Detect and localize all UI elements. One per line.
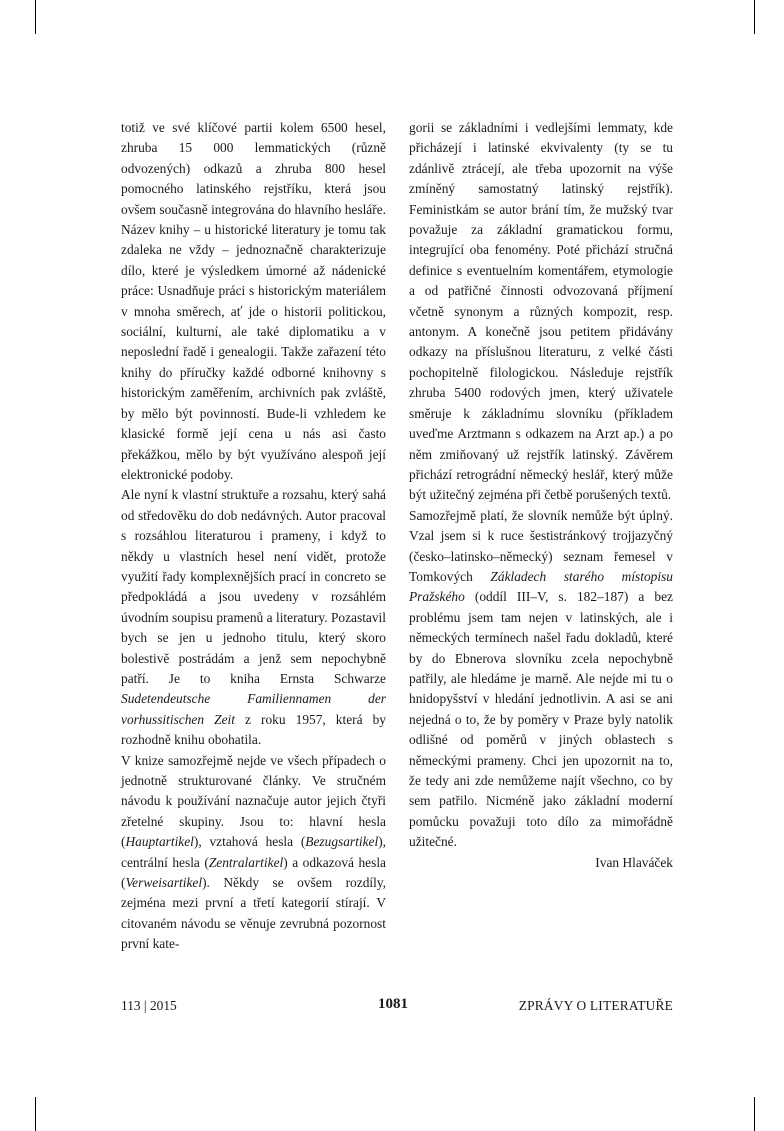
page-number: 1081 <box>378 996 408 1012</box>
text-run: ) a odkazová hesla ( <box>121 854 386 891</box>
italic-title: Sudetendeutsche Familiennamen der vorhussitischen Zeit <box>121 691 386 727</box>
text-run: Ale nyní k vlastní struktuře a rozsahu, který sahá od středověku do dob nedávných. Autor pracoval s rozsáhlou literaturou i prameny, i když to někdy u vlastních hesel není vidět, protože využití řady komplexnějších prací in concreto se předpokládá a jsou uvedeny v rozsáhlém úvodním soupisu pramenů a literatury. Pozastavil bych se jen u jednoho titulu, který skoro bolestivě postrádám a jenž sem nepochybně patří. Je to kniha Ernsta Schwarze <box>121 487 386 686</box>
text-run: Samozřejmě platí, že slovník nemůže být úplný. Vzal jsem si k ruce šestistránkový trojjazyčný (česko–latinsko–německý) seznam řemesel v Tomkových <box>409 507 673 584</box>
left-paragraph <box>121 118 386 485</box>
text-run: z roku 1957, která by rozhodně knihu obohatila. <box>121 711 387 748</box>
italic-title: Hauptartikel <box>125 834 194 850</box>
italic-title: Základech starého místopisu Pražského <box>409 568 673 605</box>
left-paragraph <box>121 485 386 750</box>
left-paragraph <box>121 751 386 955</box>
author-signature: Ivan Hlaváček <box>595 854 673 870</box>
right-paragraph <box>409 506 673 853</box>
issue-year: 113 | 2015 <box>121 998 177 1013</box>
text-run: gorii se základními i vedlejšími lemmaty, kde přicházejí i latinské ekvivalenty (ty se tu zdánlivě ztrácejí, ale třeba upozornit na výše zmíněný samostatný latinský rejstřík). Feministkám se autor brání tím, že mužský tvar považuje za základní gramatickou formu, integrující oba fenomény. Poté přichází stručná definice s eventuelním komentářem, etymologie a od patřičné činnosti odvozovaná příjmení včetně synonym a různých kompozit, resp. antonym. A konečně jsou petitem přidávány odkazy na příslušnou literaturu, z velké části pochopitelně filologickou. Následuje rejstřík zhruba 5400 rodových jmen, který uživatele směruje k základnímu slovníku (příkladem uveďme Arztmann s odkazem na Arzt ap.) a po něm zmiňovaný už rejstřík latinský. Závěrem přichází retrográdní německý heslář, který může být užitečný zejména při četbě porušených textů. <box>409 120 673 503</box>
text-run: totiž ve své klíčové partii kolem 6500 hesel, zhruba 15 000 lemmatických (různě odvozených) odkazů a zhruba 800 hesel pomocného latinského rejstříku, která jsou ovšem současně integrována do hlavního hesláře. Název knihy – u historické literatury je tomu tak zdaleka ne vždy – jednoznačně charakterizuje dílo, které je výsledkem úmorné až nádenické práce: Usnadňuje práci s historickým materiálem v mnoha směrech, ať jde o historii politickou, sociální, kulturní, ale také diplomatiku a v neposlední řadě i genealogii. Takže zařazení této knihy do příručky každé odborné knihovny s historickým zaměřením, archivních pak zvláště, by mělo být povinností. Bude-li vzhledem ke klasické formě její cena u nás asi často překážkou, mělo by být využíváno alespoň její elektronické podoby. <box>121 120 386 482</box>
journal-section-title: ZPRÁVY O LITERATUŘE <box>518 998 673 1013</box>
text-run: ), vztahová hesla ( <box>193 834 306 850</box>
crop-mark-top-right <box>754 0 755 34</box>
text-run: ). Někdy se ovšem rozdíly, zejména mezi první a třetí kategorií stírají. V citovaném návodu se věnuje zevrubná pozornost první kate- <box>121 875 386 952</box>
crop-mark-bottom-left <box>35 1097 36 1131</box>
italic-title: Zentralartikel <box>208 854 284 870</box>
text-run: (oddíl III–V, s. 182–187) a bez problému jsem tam nejen v latinských, ale i německých termínech našel řadu dokladů, které by do Ebnerova slovníku zcela nepochybně patřily, ale hledáme je marně. Ale nejde mi tu o hnidopyšství v hledání jednotlivin. A asi se ani nejedná o to, že by poměry v Praze byly natolik odlišné od poměrů v jiných oblastech s německými prameny. Chci jen upozornit na to, že tedy ani zde nemůžeme najít všechno, co by sem patřilo. Nicméně jako základní moderní pomůcku považuji toto dílo za mimořádně užitečné. <box>409 589 673 850</box>
italic-title: Bezugsartikel <box>305 834 379 850</box>
italic-title: Verweisartikel <box>125 875 203 891</box>
text-run: ), centrální hesla ( <box>121 834 386 870</box>
right-column <box>409 118 673 853</box>
right-column-wrapper <box>409 118 673 873</box>
crop-mark-top-left <box>35 0 36 34</box>
left-column <box>121 118 386 955</box>
crop-mark-bottom-right <box>754 1097 755 1131</box>
page-footer <box>121 996 673 1018</box>
text-run: V knize samozřejmě nejde ve všech případech o jednotně strukturované články. Ve stručném návodu k používání naznačuje autor jejich čtyři zřetelné skupiny. Jsou to: hlavní hesla ( <box>121 752 386 850</box>
right-paragraph <box>409 118 673 506</box>
